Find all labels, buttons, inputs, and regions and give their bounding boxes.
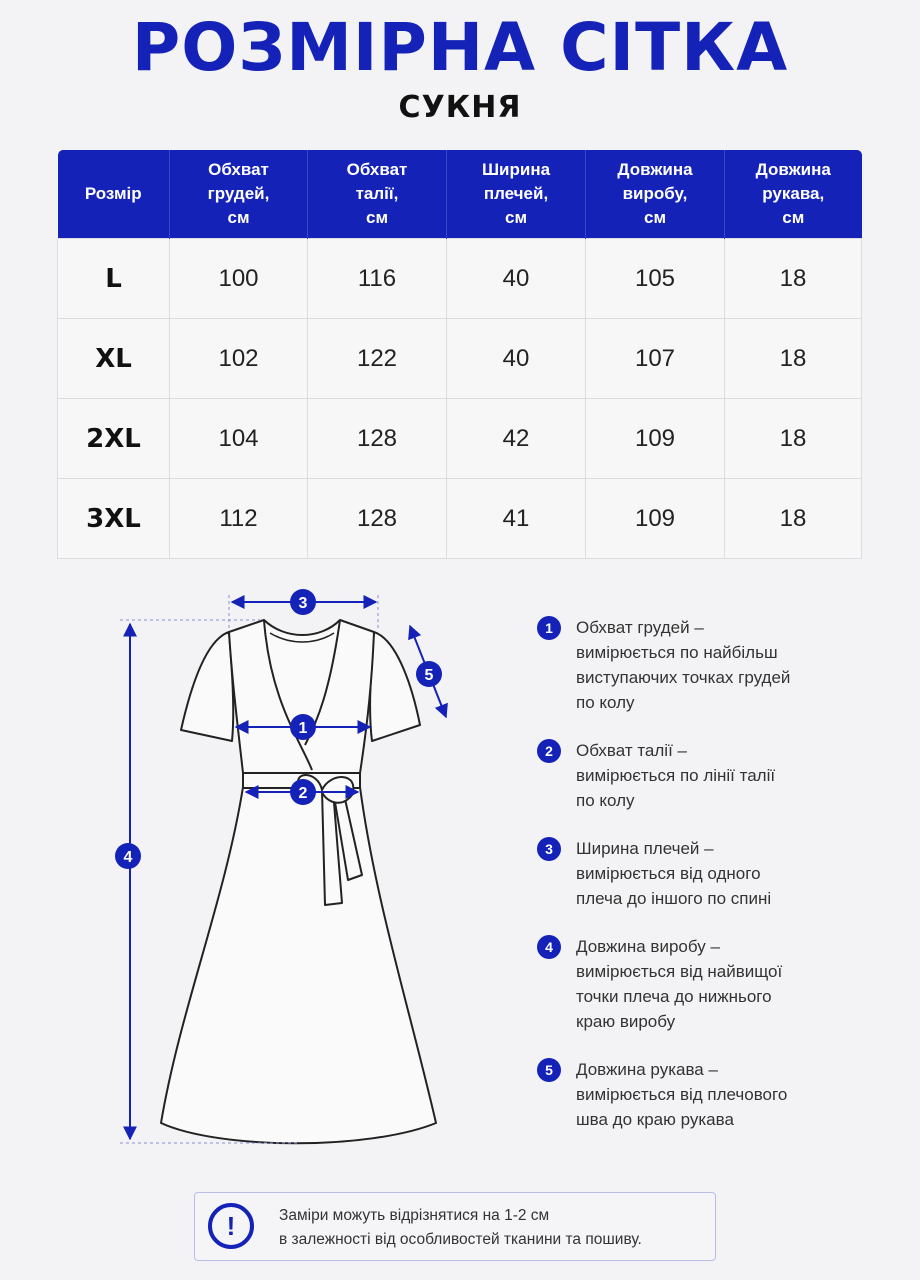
table-cell: 122 (308, 319, 447, 399)
legend-number: 1 (537, 616, 561, 640)
legend-text: Обхват грудей – вимірюється по найбільш виступаючих точках грудей по колу (576, 618, 791, 712)
legend-item-length (537, 934, 877, 1034)
page-title: РОЗМІРНА СІТКА (131, 9, 789, 86)
table-cell: 116 (308, 239, 447, 319)
table-cell: 109 (586, 479, 725, 559)
page-subtitle: СУКНЯ (398, 90, 522, 125)
marker-badge-1 (290, 714, 316, 740)
table-cell: 128 (308, 479, 447, 559)
exclamation-icon: ! (208, 1203, 254, 1249)
table-cell: 100 (170, 239, 308, 319)
legend-number: 3 (537, 837, 561, 861)
table-cell: 18 (725, 399, 862, 479)
column-header-chest: Обхват грудей, см (170, 150, 308, 239)
notice-line-1: Заміри можуть відрізнятися на 1-2 см (279, 1207, 550, 1224)
dress-measurement-diagram (105, 585, 465, 1150)
size-cell: 2XL (58, 399, 170, 479)
svg-text:3: 3 (298, 595, 308, 612)
table-cell: 102 (170, 319, 308, 399)
table-cell: 128 (308, 399, 447, 479)
table-cell: 104 (170, 399, 308, 479)
column-header-waist: Обхват талії, см (308, 150, 447, 239)
legend-text: Довжина рукава – вимірюється від плечового шва до краю рукава (576, 1060, 788, 1129)
size-cell: 3XL (58, 479, 170, 559)
notice-line-2: в залежності від особливостей тканини та пошиву. (279, 1231, 642, 1248)
table-cell: 42 (447, 399, 586, 479)
column-header-length: Довжина виробу, см (586, 150, 725, 239)
legend-text: Обхват талії – вимірюється по лінії талії по колу (576, 741, 776, 810)
table-row (58, 239, 862, 319)
dress-outline (161, 620, 436, 1143)
svg-text:1: 1 (298, 720, 308, 737)
table-cell: 41 (447, 479, 586, 559)
legend-item-shoulders (537, 836, 877, 911)
svg-text:4: 4 (123, 849, 133, 866)
size-cell: L (58, 239, 170, 319)
svg-text:2: 2 (298, 785, 308, 802)
table-cell: 18 (725, 319, 862, 399)
measurement-notice (194, 1192, 716, 1261)
legend-item-waist (537, 738, 877, 813)
size-table (57, 150, 862, 559)
table-row (58, 319, 862, 399)
column-header-shoulders: Ширина плечей, см (447, 150, 586, 239)
marker-badge-4 (115, 843, 141, 869)
table-cell: 18 (725, 239, 862, 319)
legend-number: 4 (537, 935, 561, 959)
svg-text:5: 5 (424, 667, 434, 684)
table-cell: 105 (586, 239, 725, 319)
notice-text (279, 1204, 642, 1252)
legend-text: Довжина виробу – вимірюється від найвищої точки плеча до нижнього краю виробу (576, 937, 783, 1031)
measurement-legend (537, 615, 877, 1155)
legend-text: Ширина плечей – вимірюється від одного плеча до іншого по спині (576, 839, 772, 908)
size-cell: XL (58, 319, 170, 399)
marker-badge-2 (290, 779, 316, 805)
table-row (58, 399, 862, 479)
legend-item-sleeve (537, 1057, 877, 1132)
table-cell: 40 (447, 319, 586, 399)
table-cell: 107 (586, 319, 725, 399)
legend-item-chest (537, 615, 877, 715)
table-cell: 109 (586, 399, 725, 479)
legend-number: 2 (537, 739, 561, 763)
legend-number: 5 (537, 1058, 561, 1082)
column-header-size: Розмір (58, 150, 170, 239)
marker-badge-5 (416, 661, 442, 687)
column-header-sleeve: Довжина рукава, см (725, 150, 862, 239)
table-cell: 112 (170, 479, 308, 559)
marker-badge-3 (290, 589, 316, 615)
table-header-row (58, 150, 862, 239)
table-cell: 18 (725, 479, 862, 559)
table-cell: 40 (447, 239, 586, 319)
table-row (58, 479, 862, 559)
